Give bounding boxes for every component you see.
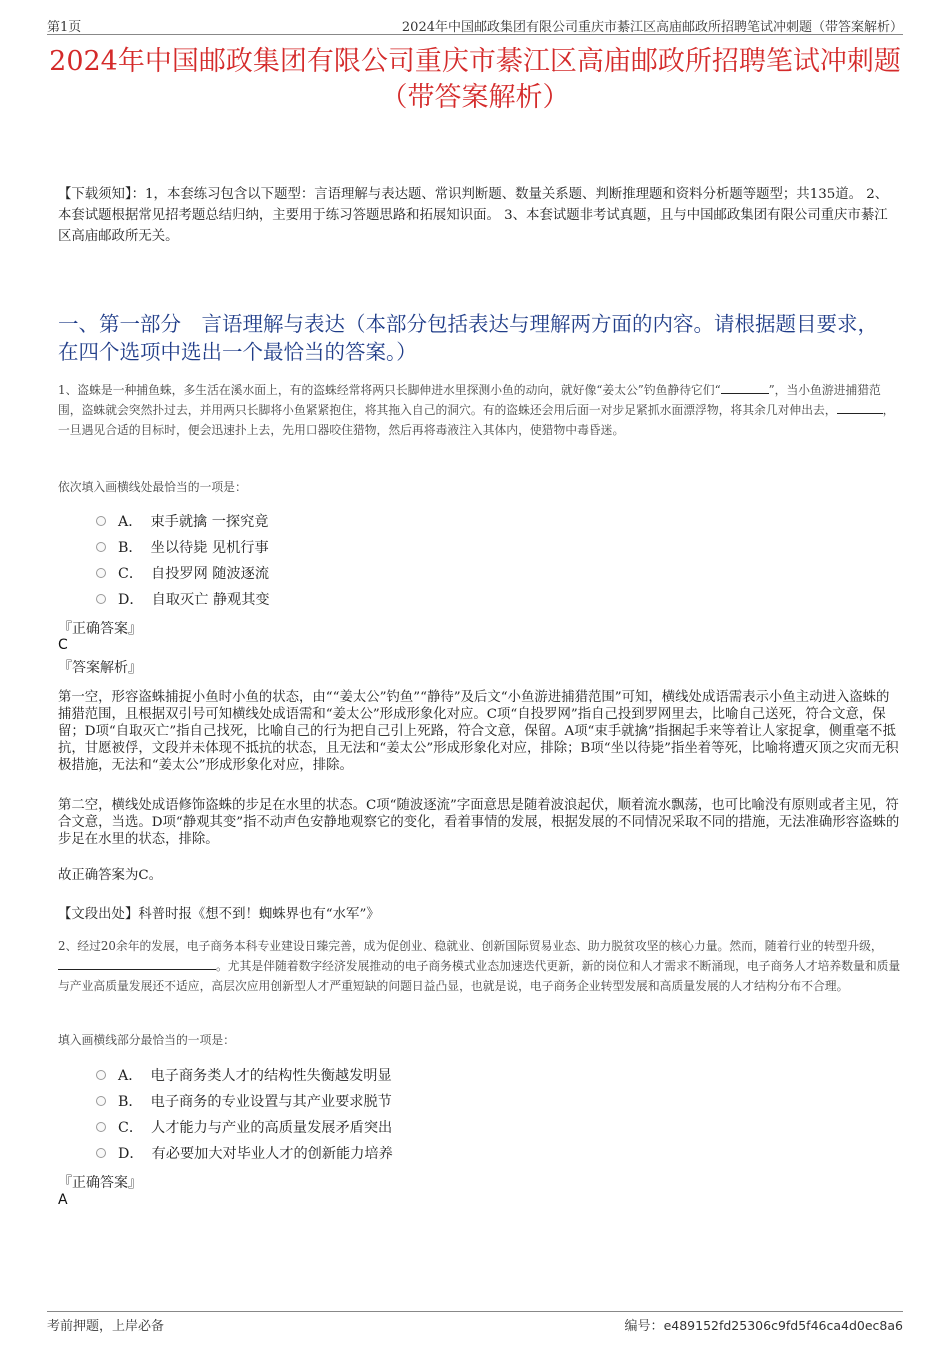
radio-icon[interactable]: [96, 542, 106, 552]
question-2-answer-label: 『正确答案』: [58, 1175, 142, 1191]
option-text: 电子商务类人才的结构性失衡越发明显: [150, 1068, 392, 1084]
question-1-prompt: 依次填入画横线处最恰当的一项是：: [58, 480, 247, 494]
question-2-options: [96, 1062, 393, 1166]
question-1-option-d[interactable]: [96, 586, 270, 612]
question-1-source: 【文段出处】科普时报《想不到！蜘蛛界也有“水军”》: [58, 907, 380, 922]
question-1-analysis-paragraph-1: 第一空，形容盗蛛捕捉小鱼时小鱼的状态，由““姜太公”钓鱼”“静待”及后文“小鱼游进捕猎范围”可知，横线处成语需表示小鱼主动进入盗蛛的捕猎范围，且根据双引号可知横线处成语需和“姜太公”形成形象化对应。C项“自投罗网”指自己投到罗网里去，比喻自己送死，符合文意，保留；D项“自取灭亡”指自己找死，比喻自己的行为把自己引上死路，符合文意，保留。A项“束手就擒”指捆起手来等着让人家捉拿，侧重毫不抵抗，甘愿被俘，文段并未体现不抵抗的状态，且无法和“姜太公”形成形象化对应，排除；B项“坐以待毙”指坐着等死，比喻将遭灭顶之灾而无积极措施，无法和“姜太公”形成形象化对应，排除。: [58, 690, 899, 773]
question-1-analysis-paragraph-2: 第二空，横线处成语修饰盗蛛的步足在水里的状态。C项“随波逐流”字面意思是随着波浪起伏，顺着流水飘荡，也可比喻没有原则或者主见，符合文意，当选。D项“静观其变”指不动声色安静地观察它的变化，看着事情的发展，根据发展的不同情况采取不同的措施，无法准确形容盗蛛的步足在水里的状态，排除。: [58, 798, 900, 847]
footer-code: [625, 1315, 903, 1334]
question-2-text-b: 。尤其是伴随着数字经济发展推动的电子商务模式业态加速迭代更新，新的岗位和人才需求不断涌现，电子商务人才培养数量和质量与产业高质量发展还不适应，高层次应用创新型人才严重短缺的问题日益凸显，也就是说，电子商务企业转型发展和高质量发展的人才结构分布不合理。: [58, 959, 901, 993]
question-1-text-c: ，一旦遇见合适的目标时，便会迅速扑上去，先用口器咬住猎物，然后再将毒液注入其体内，使猎物中毒昏迷。: [58, 403, 895, 437]
question-1-blank-2: [837, 413, 883, 414]
question-1-text-a: 1、盗蛛是一种捕鱼蛛，多生活在溪水面上，有的盗蛛经常将两只长脚伸进水里探测小鱼的动向，就好像“姜太公”钓鱼静待它们“: [58, 383, 721, 397]
question-1-answer: C: [58, 637, 68, 653]
question-1-text-b: ”，当小鱼游进捕猎范围，盗蛛就会突然扑过去，并用两只长脚将小鱼紧紧抱住，将其拖入自己的洞穴。有的盗蛛还会用后面一对步足紧抓水面漂浮物，将其余几对伸出去，: [58, 383, 881, 417]
radio-icon[interactable]: [96, 1096, 106, 1106]
radio-icon[interactable]: [96, 1148, 106, 1158]
option-text: 人才能力与产业的高质量发展矛盾突出: [151, 1120, 393, 1136]
question-2-option-b[interactable]: [96, 1088, 393, 1114]
question-1-option-b[interactable]: [96, 534, 270, 560]
question-1-blank-1: [721, 393, 769, 394]
page-number: 第1页: [47, 20, 82, 35]
question-2-text-a: 2、经过20余年的发展，电子商务本科专业建设日臻完善，成为促创业、稳就业、创新国际贸易业态、助力脱贫攻坚的核心力量。然而，随着行业的转型升级，: [58, 939, 883, 953]
question-2-option-d[interactable]: [96, 1140, 393, 1166]
footer-slogan: 考前押题，上岸必备: [47, 1319, 165, 1334]
option-text: 有必要加大对毕业人才的创新能力培养: [151, 1146, 393, 1162]
question-2-text: [58, 936, 902, 996]
header-doc-title: 2024年中国邮政集团有限公司重庆市綦江区高庙邮政所招聘笔试冲刺题（带答案解析）: [401, 20, 903, 35]
page-footer: [47, 1311, 903, 1334]
radio-icon[interactable]: [96, 1070, 106, 1080]
question-1-option-c[interactable]: [96, 560, 270, 586]
option-text: 坐以待毙 见机行事: [150, 540, 269, 556]
page-header: [47, 14, 903, 35]
question-1-options: [96, 508, 270, 612]
option-text: 自投罗网 随波逐流: [151, 566, 270, 582]
radio-icon[interactable]: [96, 516, 106, 526]
option-letter: C．: [118, 1120, 144, 1136]
question-2-blank: [58, 969, 216, 970]
question-1-analysis-label: 『答案解析』: [58, 660, 142, 676]
option-text: 束手就擒 一探究竟: [150, 514, 269, 530]
question-1-answer-label: 『正确答案』: [58, 621, 142, 637]
question-2-option-c[interactable]: [96, 1114, 393, 1140]
question-1-option-a[interactable]: [96, 508, 270, 534]
option-text: 电子商务的专业设置与其产业要求脱节: [150, 1094, 392, 1110]
option-letter: A．: [118, 514, 143, 530]
section-heading: 一、第一部分 言语理解与表达（本部分包括表达与理解两方面的内容。请根据题目要求，在四个选项中选出一个最恰当的答案。）: [58, 312, 878, 364]
radio-icon[interactable]: [96, 1122, 106, 1132]
footer-code-label: 编号：: [624, 1319, 664, 1334]
radio-icon[interactable]: [96, 594, 106, 604]
option-letter: A．: [118, 1068, 143, 1084]
option-letter: B．: [118, 1094, 143, 1110]
radio-icon[interactable]: [96, 568, 106, 578]
question-1-text: [58, 380, 902, 440]
footer-code-value: e489152fd25306c9fd5f46ca4d0ec8a6: [663, 1318, 903, 1333]
question-2-answer: A: [58, 1192, 68, 1208]
option-letter: D．: [118, 592, 144, 608]
option-letter: D．: [118, 1146, 144, 1162]
option-text: 自取灭亡 静观其变: [151, 592, 270, 608]
option-letter: C．: [118, 566, 144, 582]
download-notice: 【下载须知】：1，本套练习包含以下题型：言语理解与表达题、常识判断题、数量关系题、判断推理题和资料分析题等题型；共135道。 2、本套试题根据常见招考题总结归纳，主要用于练习答题思路和拓展知识面。 3、本套试题非考试真题，且与中国邮政集团有限公司重庆市綦江区高庙邮政所无关。: [58, 187, 889, 244]
question-2-option-a[interactable]: [96, 1062, 393, 1088]
option-letter: B．: [118, 540, 143, 556]
page-title: 2024年中国邮政集团有限公司重庆市綦江区高庙邮政所招聘笔试冲刺题（带答案解析）: [49, 46, 901, 113]
question-1-conclusion: 故正确答案为C。: [58, 868, 162, 883]
question-2-prompt: 填入画横线部分最恰当的一项是：: [58, 1033, 235, 1047]
